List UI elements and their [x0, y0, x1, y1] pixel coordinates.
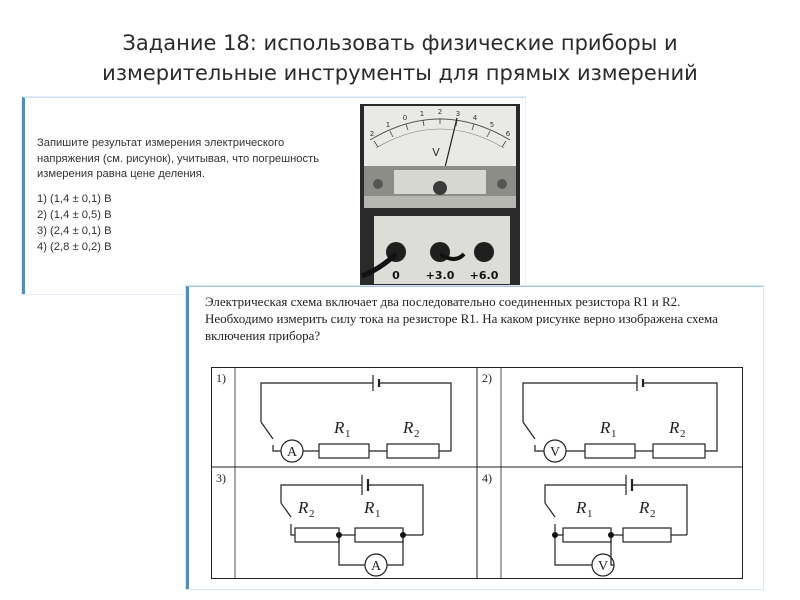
- meter-scale-label-8: 5: [489, 121, 495, 129]
- slide-title: [0, 28, 800, 88]
- voltage-option-4: 4) (2,8 ± 0,2) В: [37, 240, 112, 253]
- diagram-4-r1-label: R: [576, 498, 587, 517]
- diagram-2-r2-label: R: [669, 418, 680, 437]
- diagram-3-r2-subscript: 2: [309, 508, 315, 520]
- title-line-1: Задание 18: использовать физические приборы и: [122, 31, 678, 55]
- diagram-3-node-left: [336, 532, 342, 538]
- meter-scale-label-7: 4: [472, 114, 478, 122]
- diagram-1-r2-label: R: [403, 418, 414, 437]
- meter-scale-label-2: 1: [385, 121, 391, 129]
- diagram-3-r2-label: R: [298, 498, 309, 517]
- circuit-diagram-4: [545, 475, 687, 576]
- voltage-options: [37, 191, 337, 255]
- meter-unit-label: V: [432, 146, 440, 159]
- meter-scale-label-6: 3: [455, 110, 461, 118]
- voltage-question-text: Запишите результат измерения электрического напряжения (см. рисунок), учитывая, что погрешность измерения равна цене деления.: [37, 137, 320, 180]
- diagram-1-r2-subscript: 2: [414, 428, 420, 440]
- diagram-1-r1-label: R: [334, 418, 345, 437]
- meter-terminal-6: +6.0: [469, 269, 499, 282]
- diagram-label-3: 3): [216, 471, 226, 485]
- diagram-3-r1-subscript: 1: [375, 508, 381, 520]
- voltage-option-2: 2) (1,4 ± 0,5) В: [37, 208, 112, 221]
- diagram-4-r2-subscript: 2: [650, 508, 656, 520]
- voltage-option-1: 1) (1,4 ± 0,1) В: [37, 192, 112, 205]
- meter-terminal-0: 0: [392, 269, 400, 282]
- meter-scale-label-4: 1: [419, 110, 425, 118]
- diagram-4-node-left: [552, 532, 558, 538]
- diagram-4-node-right: [608, 532, 614, 538]
- diagram-4-r2-label: R: [639, 498, 650, 517]
- circuit-diagram-grid: [211, 367, 743, 579]
- diagram-2-r1-subscript: 1: [611, 428, 617, 440]
- title-line-2: измерительные инструменты для прямых измерений: [102, 61, 698, 85]
- voltmeter-photo: [360, 104, 520, 288]
- diagram-label-4: 4): [482, 471, 492, 485]
- meter-scale-label-5: 2: [437, 108, 443, 116]
- meter-scale-label-3: 0: [402, 114, 408, 122]
- voltage-option-3: 3) (2,4 ± 0,1) В: [37, 224, 112, 237]
- diagram-3-ammeter-icon: A: [370, 559, 382, 574]
- diagram-2-r1-label: R: [600, 418, 611, 437]
- diagram-3-r1-label: R: [364, 498, 375, 517]
- circuit-question-text: Электрическая схема включает два последовательно соединенных резистора R1 и R2. Необходимо измерить силу тока на резисторе R1. На каком рисунке верно изображена схема включения прибора?: [205, 294, 718, 343]
- meter-terminal-3: +3.0: [425, 269, 455, 282]
- diagram-4-r1-subscript: 1: [587, 508, 593, 520]
- diagram-1-r1-subscript: 1: [345, 428, 351, 440]
- diagram-4-voltmeter-icon: V: [597, 559, 609, 574]
- voltage-question: [37, 136, 337, 255]
- diagram-2-r2-subscript: 2: [680, 428, 686, 440]
- meter-scale-label-9: 6: [505, 130, 511, 138]
- diagram-3-node-right: [400, 532, 406, 538]
- diagram-1-ammeter-icon: A: [286, 445, 298, 460]
- question-card-circuit: [186, 286, 763, 589]
- diagram-2-voltmeter-icon: V: [549, 445, 561, 460]
- diagram-label-1: 1): [216, 371, 226, 385]
- circuit-diagram-3: [281, 475, 423, 576]
- meter-scale-label-1: 2: [369, 130, 375, 138]
- diagram-label-2: 2): [482, 371, 492, 385]
